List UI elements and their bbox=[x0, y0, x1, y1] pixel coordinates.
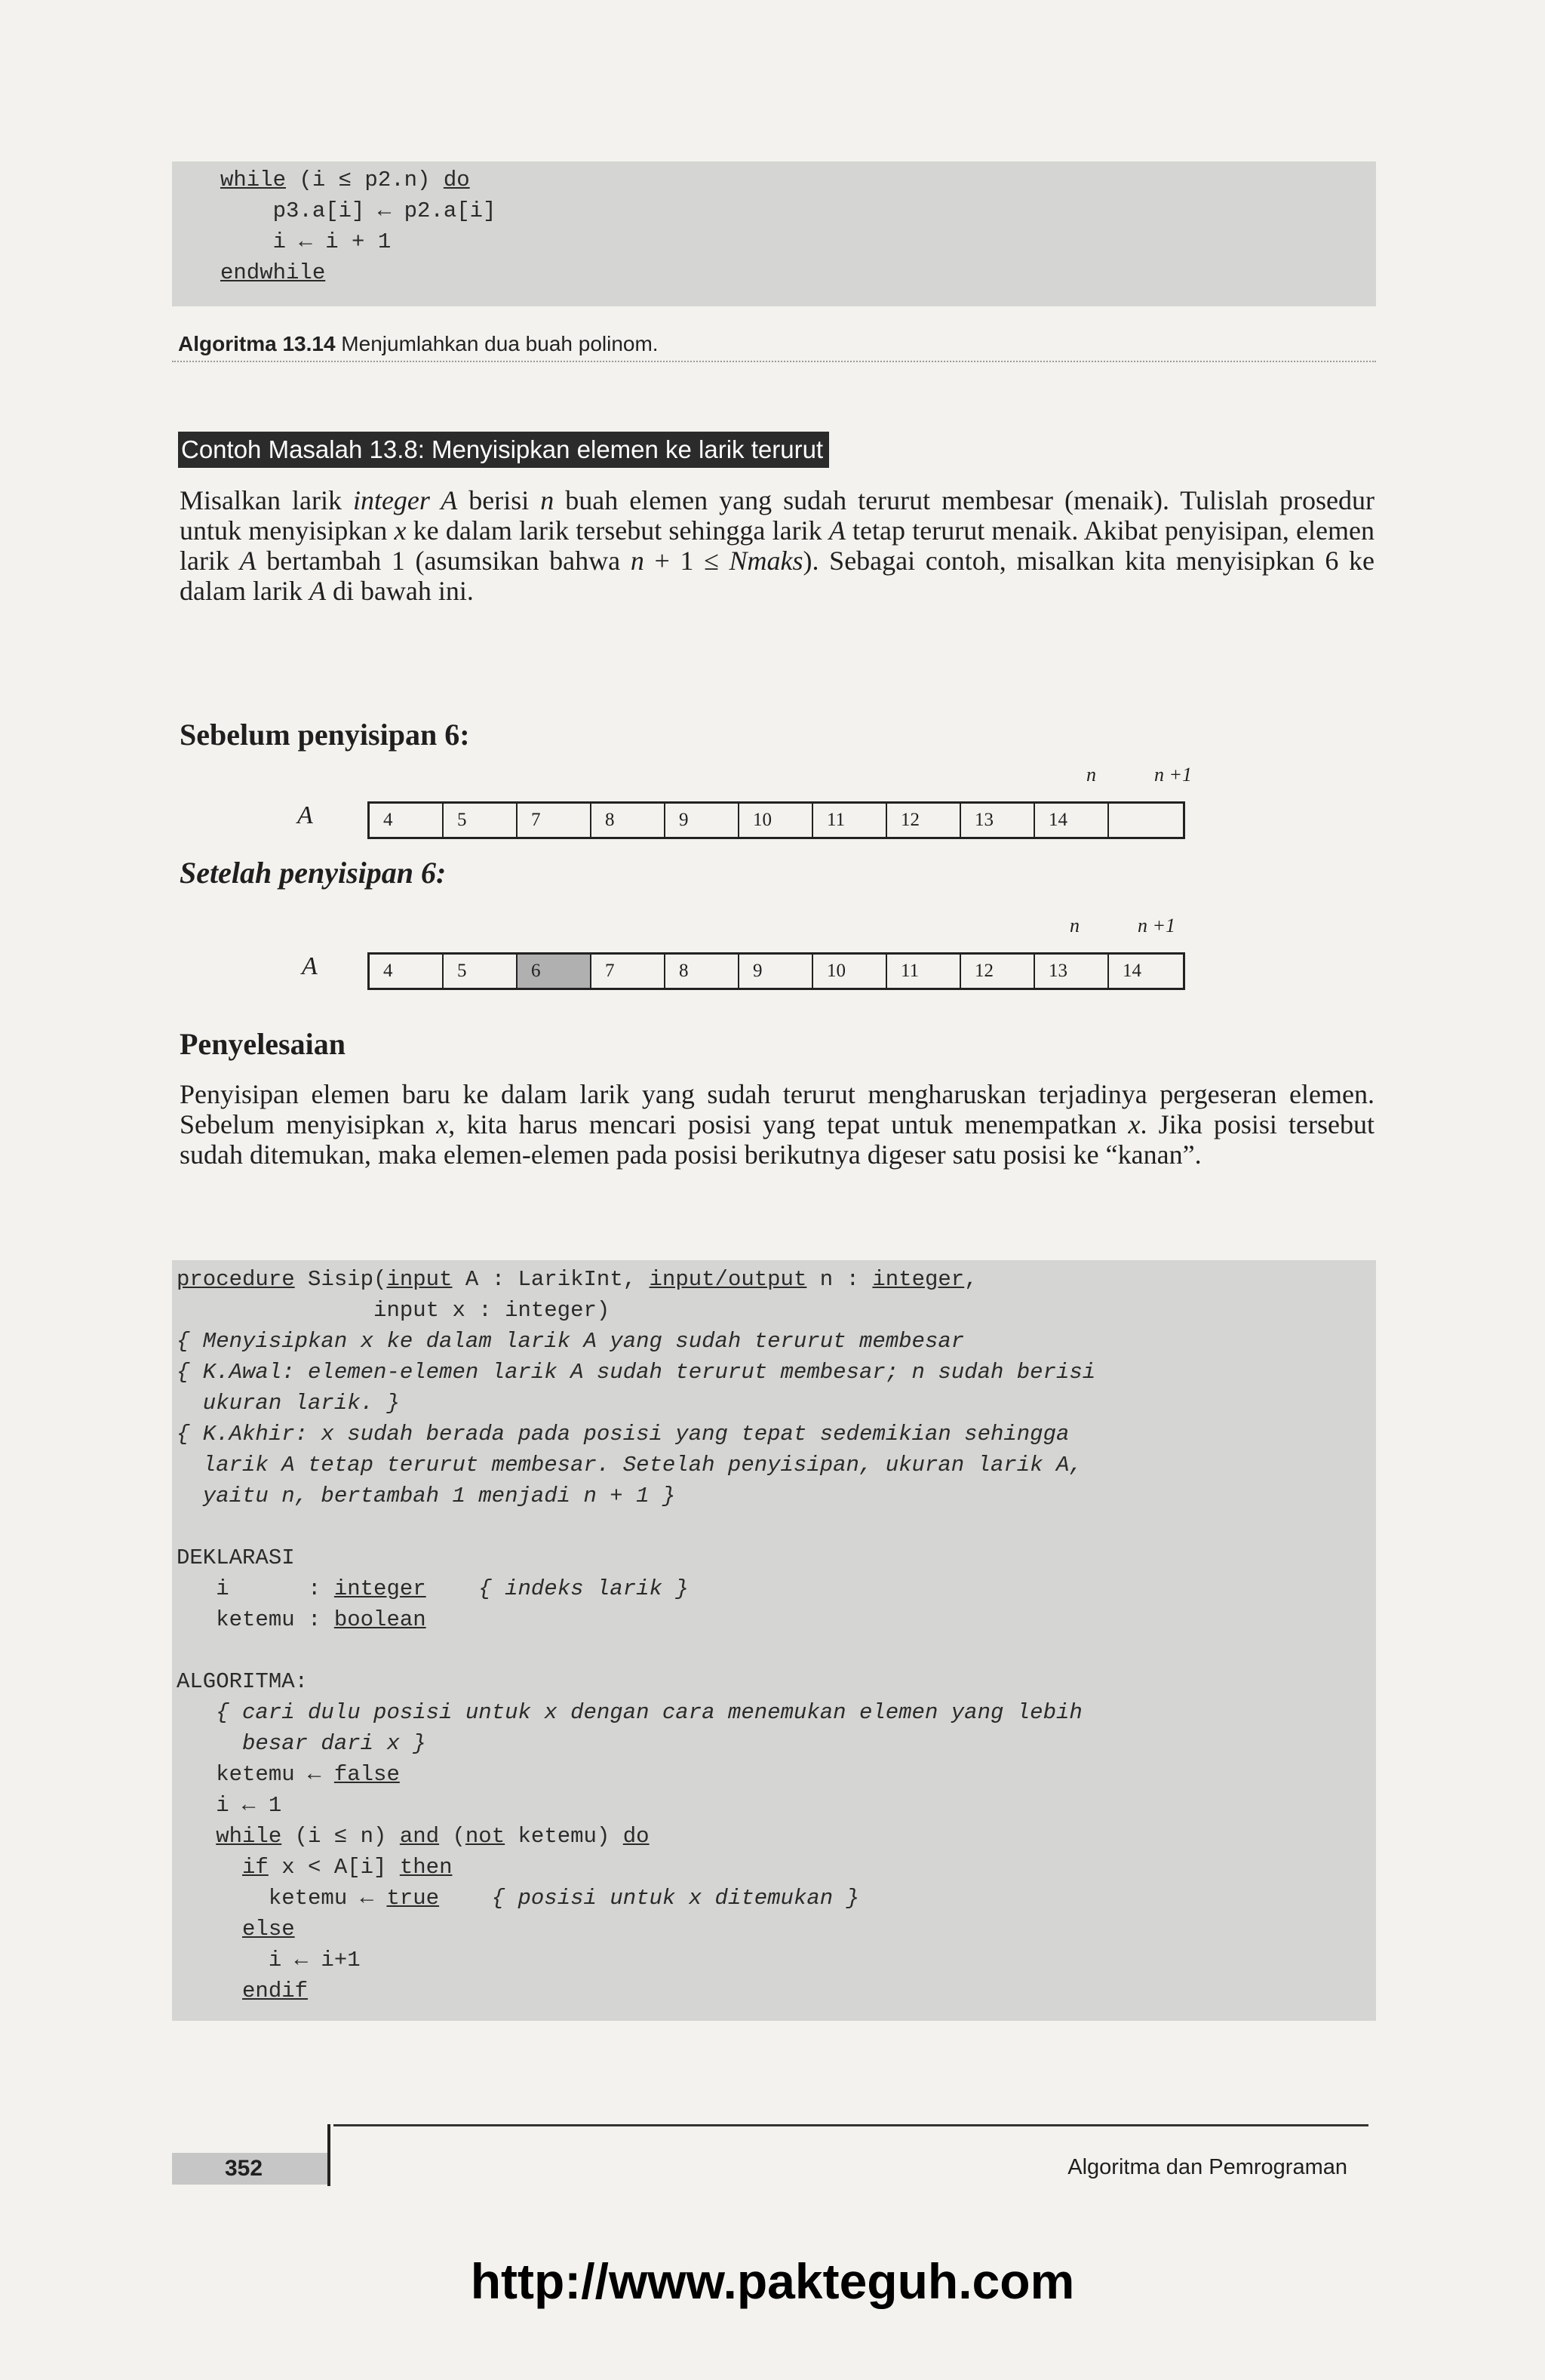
array-before-cell: 11 bbox=[813, 804, 887, 837]
array-after-cell: 9 bbox=[739, 955, 813, 988]
array-before-cell: 9 bbox=[665, 804, 739, 837]
code-keyword: do bbox=[443, 168, 470, 192]
array-before-cell: 14 bbox=[1035, 804, 1109, 837]
code-text-procedure: procedure Sisip(input A : LarikInt, input/output n : integer, input x : integer) { Menyisipkan x ke dalam larik A yang sudah terurut membesar { K.Awal: elemen-elemen larik A sudah terurut membesar; n sudah berisi ukuran larik. } { K.Akhir: x sudah berada pada posisi yang tepat sedemikian sehingga larik A tetap terurut membesar. Setelah penyisipan, ukuran larik A, yaitu n, bertambah 1 menjadi n + 1 } DEKLARASI i : integer { indeks larik } ketemu : boolean ALGORITMA: { cari dulu posisi untuk x dengan cara menemukan elemen yang lebih besar dari x } ketemu ← false i ← 1 while (i ≤ n) and (not ketemu) do if x < A[i] then ketemu ← true { posisi untuk x ditemukan } else i ← i+1 endif bbox=[177, 1267, 1096, 2003]
algorithm-caption bbox=[178, 332, 659, 356]
array-before bbox=[367, 801, 1185, 839]
heading-solution: Penyelesaian bbox=[180, 1027, 346, 1061]
code-text-top bbox=[220, 165, 496, 288]
array-after-cell: 11 bbox=[887, 955, 961, 988]
code-text: p3.a[i] ← p2.a[i] bbox=[272, 198, 496, 223]
code-text: i ← i + 1 bbox=[272, 229, 392, 254]
heading-after: Setelah penyisipan 6: bbox=[180, 856, 447, 890]
divider bbox=[172, 361, 1376, 362]
footer-rule bbox=[333, 2124, 1368, 2126]
footer-separator bbox=[327, 2124, 330, 2186]
n-plus-1-label-after: n +1 bbox=[1138, 915, 1176, 936]
array-after-cell: 4 bbox=[370, 955, 444, 988]
caption-label: Algoritma 13.14 bbox=[178, 332, 336, 355]
array-after-cell: 6 bbox=[518, 955, 591, 988]
array-after-cell: 10 bbox=[813, 955, 887, 988]
array-before-cell: 10 bbox=[739, 804, 813, 837]
n-label-after: n bbox=[1070, 915, 1080, 936]
array-after-cell: 12 bbox=[961, 955, 1035, 988]
code-block-top bbox=[172, 161, 1376, 306]
array-after bbox=[367, 952, 1185, 990]
array-label-after: A bbox=[302, 952, 318, 980]
code-block-procedure bbox=[172, 1260, 1376, 2021]
array-before-cell: 5 bbox=[444, 804, 518, 837]
problem-paragraph: Misalkan larik integer A berisi n buah elemen yang sudah terurut membesar (menaik). Tulislah prosedur untuk menyisipkan x ke dalam larik tersebut sehingga larik A tetap terurut menaik. Akibat penyisipan, elemen larik A bertambah 1 (asumsikan bahwa n + 1 ≤ Nmaks). Sebagai contoh, misalkan kita menyisipkan 6 ke dalam larik A di bawah ini. bbox=[180, 485, 1375, 606]
code-keyword: while bbox=[220, 168, 287, 192]
page-number: 352 bbox=[225, 2156, 263, 2181]
array-before-cell: 7 bbox=[518, 804, 591, 837]
n-label-before: n bbox=[1086, 764, 1096, 786]
array-before-cell: 8 bbox=[591, 804, 665, 837]
array-after-cell: 8 bbox=[665, 955, 739, 988]
n-plus-1-label-before: n +1 bbox=[1154, 764, 1193, 786]
array-before-cell: 13 bbox=[961, 804, 1035, 837]
heading-before: Sebelum penyisipan 6: bbox=[180, 718, 470, 752]
array-label-before: A bbox=[297, 801, 313, 829]
array-after-cell: 5 bbox=[444, 955, 518, 988]
array-after-cell: 13 bbox=[1035, 955, 1109, 988]
array-after-cell: 14 bbox=[1123, 961, 1141, 981]
caption-text: Menjumlahkan dua buah polinom. bbox=[335, 332, 659, 355]
array-after-cell: 7 bbox=[591, 955, 665, 988]
section-title: Contoh Masalah 13.8: Menyisipkan elemen ke larik terurut bbox=[178, 432, 829, 468]
code-keyword: endwhile bbox=[220, 260, 326, 285]
code-text: (i ≤ p2.n) bbox=[286, 168, 444, 192]
book-title: Algoritma dan Pemrograman bbox=[1067, 2155, 1347, 2179]
array-before-cell: 12 bbox=[887, 804, 961, 837]
website-url: http://www.pakteguh.com bbox=[470, 2253, 1075, 2309]
array-before-cell: 4 bbox=[370, 804, 444, 837]
solution-paragraph: Penyisipan elemen baru ke dalam larik yang sudah terurut mengharuskan terjadinya pergeseran elemen. Sebelum menyisipkan x, kita harus mencari posisi yang tepat untuk menempatkan x. Jika posisi tersebut sudah ditemukan, maka elemen-elemen pada posisi berikutnya digeser satu posisi ke “kanan”. bbox=[180, 1079, 1375, 1170]
array-before-cell bbox=[1109, 804, 1183, 837]
